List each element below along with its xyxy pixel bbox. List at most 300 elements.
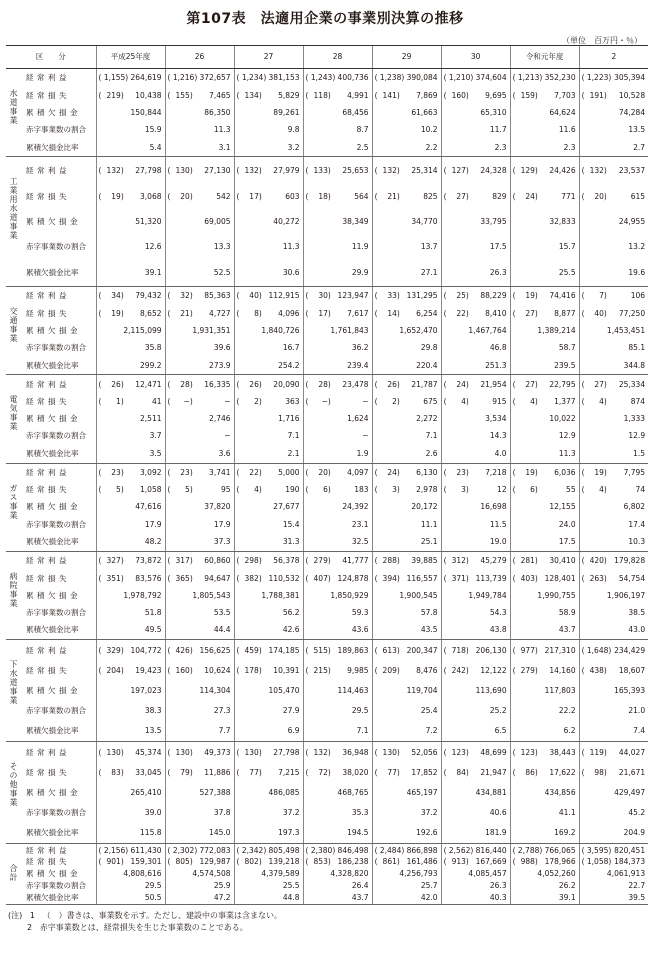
amount-cell: 30,410 — [549, 556, 576, 566]
value-cell: 42.0 — [398, 892, 441, 905]
empty-cell — [303, 357, 329, 375]
value-cell: 19.6 — [605, 260, 648, 287]
value-cell: 25.7 — [420, 880, 438, 890]
amount-cell: 1,377 — [554, 397, 576, 407]
value-cell: 29.5 — [144, 880, 162, 890]
empty-cell — [165, 260, 191, 287]
amount-cell: 24,328 — [480, 165, 507, 175]
amount-cell: 4,991 — [347, 90, 369, 100]
table-row — [6, 621, 648, 639]
empty-cell — [510, 357, 536, 375]
table-row — [6, 445, 648, 463]
amount-cell: 189,863 — [337, 645, 369, 655]
count-value: 4 — [599, 397, 604, 407]
count-value: 2,302 — [172, 845, 195, 855]
row-label: 赤字事業数の割合 — [26, 880, 86, 890]
empty-cell — [579, 209, 605, 234]
count-cell: ( 26) — [96, 375, 122, 393]
empty-cell — [579, 587, 605, 604]
empty-cell — [303, 892, 329, 905]
amount-cell: 16,335 — [204, 379, 231, 389]
value-cell: 1,906,197 — [606, 590, 646, 600]
count-value: 2,380 — [310, 845, 333, 855]
empty-cell — [579, 138, 605, 156]
value-cell: 17.5 — [489, 242, 507, 252]
empty-cell — [165, 783, 191, 803]
value-cell: 1,978,792 — [123, 590, 162, 600]
amount-cell: 19,423 — [135, 665, 162, 675]
empty-cell — [372, 681, 398, 701]
value-cell: 114,463 — [337, 685, 369, 695]
value-cell: 1,624 — [347, 414, 369, 424]
count-cell: ( 718) — [441, 640, 467, 661]
count-value: 130 — [175, 165, 190, 175]
count-value: 191 — [589, 90, 604, 100]
value-cell: 220.4 — [398, 357, 441, 375]
value-cell: 1,990,755 — [537, 590, 576, 600]
count-value: 127 — [451, 165, 466, 175]
value-cell: 25.5 — [536, 260, 579, 287]
empty-cell — [165, 234, 191, 259]
count-value: 298 — [244, 556, 259, 566]
value-cell: 41.1 — [558, 807, 576, 817]
empty-cell — [372, 720, 398, 741]
empty-cell — [234, 428, 260, 445]
count-cell: ( 84) — [441, 763, 467, 783]
amount-cell: 27,798 — [135, 165, 162, 175]
value-cell: 25.4 — [420, 705, 438, 715]
empty-cell — [303, 516, 329, 533]
count-cell: ( 215) — [303, 661, 329, 681]
count-cell: ( 132) — [234, 157, 260, 184]
amount-cell: 4,097 — [347, 467, 369, 477]
count-value: 77 — [387, 768, 397, 778]
row-label: 赤字事業数の割合 — [26, 242, 86, 252]
count-cell: ( 86) — [510, 763, 536, 783]
count-cell: ( 26) — [234, 375, 260, 393]
count-cell: ( 27) — [441, 184, 467, 209]
empty-cell — [441, 701, 467, 721]
empty-cell — [165, 357, 191, 375]
value-cell: 1,840,726 — [261, 326, 300, 336]
empty-cell — [441, 587, 467, 604]
count-value: 317 — [175, 556, 190, 566]
value-cell: 150,844 — [130, 107, 162, 117]
amount-cell: 21,947 — [480, 768, 507, 778]
count-cell: ( 329) — [96, 640, 122, 661]
row-label: 経常利益 — [26, 467, 70, 477]
empty-cell — [234, 209, 260, 234]
count-cell: ( 83) — [96, 763, 122, 783]
empty-cell — [579, 701, 605, 721]
value-cell: 468,765 — [337, 787, 369, 797]
empty-cell — [96, 880, 122, 892]
count-value: 132 — [313, 747, 328, 757]
count-cell: ( 3) — [441, 481, 467, 498]
amount-cell: − — [362, 397, 369, 407]
count-value: 215 — [313, 665, 328, 675]
amount-cell: 39,885 — [411, 556, 438, 566]
empty-cell — [579, 357, 605, 375]
count-cell: ( 394) — [372, 570, 398, 587]
empty-cell — [234, 410, 260, 427]
count-value: 6 — [323, 485, 328, 495]
row-label: 経常損失 — [26, 665, 70, 675]
value-cell: 13.5 — [122, 720, 165, 741]
row-label: 赤字事業数の割合 — [26, 807, 86, 817]
section-name: 病院事業 — [9, 571, 18, 608]
value-cell: 3.5 — [122, 445, 165, 463]
empty-cell — [234, 357, 260, 375]
empty-cell — [579, 516, 605, 533]
count-cell: ( 19) — [510, 463, 536, 481]
value-cell: 1,850,929 — [330, 590, 369, 600]
table-row — [6, 287, 648, 305]
count-value: 22 — [249, 467, 259, 477]
count-value: 19 — [525, 467, 535, 477]
value-cell: 6.9 — [260, 720, 303, 741]
amount-cell: 10,624 — [204, 665, 231, 675]
count-value: 7 — [599, 291, 604, 301]
empty-cell — [303, 209, 329, 234]
count-value: 327 — [106, 556, 121, 566]
value-cell: 26.4 — [351, 880, 369, 890]
count-cell: ( 14) — [372, 305, 398, 322]
count-value: 86 — [525, 768, 535, 778]
amount-cell: 6,130 — [416, 467, 438, 477]
count-cell: ( 327) — [96, 551, 122, 569]
row-label: 累積欠損金 — [26, 414, 81, 424]
count-cell: ( 2) — [372, 393, 398, 410]
value-cell: 69,005 — [204, 216, 231, 226]
count-cell: ( 23) — [96, 463, 122, 481]
count-cell: ( 242) — [441, 661, 467, 681]
value-cell: 194.5 — [329, 823, 372, 844]
amount-cell: 184,373 — [614, 857, 646, 867]
empty-cell — [372, 428, 398, 445]
value-cell: 31.3 — [260, 533, 303, 551]
count-value: 459 — [244, 645, 259, 655]
value-cell: 3.1 — [191, 138, 234, 156]
empty-cell — [441, 892, 467, 905]
empty-cell — [303, 339, 329, 356]
empty-cell — [441, 209, 467, 234]
empty-cell — [303, 104, 329, 121]
count-value: 403 — [520, 573, 535, 583]
empty-cell — [234, 720, 260, 741]
table-row — [6, 640, 648, 661]
amount-cell: 79,432 — [135, 291, 162, 301]
amount-cell: 829 — [492, 191, 507, 201]
value-cell: 38.3 — [144, 705, 162, 715]
amount-cell: 12,122 — [480, 665, 507, 675]
count-cell: ( 26) — [372, 375, 398, 393]
count-value: 365 — [175, 573, 190, 583]
year-header: 29 — [372, 46, 441, 69]
value-cell: 26.3 — [489, 880, 507, 890]
count-cell: ( 1,243) — [303, 69, 329, 87]
amount-cell: 8,410 — [485, 308, 507, 318]
count-value: 312 — [451, 556, 466, 566]
row-label: 累積欠損金比率 — [20, 720, 96, 741]
value-cell: 21.0 — [628, 705, 646, 715]
value-cell: 39.1 — [536, 892, 579, 905]
empty-cell — [372, 104, 398, 121]
table-row — [6, 587, 648, 604]
empty-cell — [579, 121, 605, 138]
count-cell: ( 2,342) — [234, 844, 260, 857]
section-name: 水道事業 — [9, 89, 18, 125]
empty-cell — [303, 720, 329, 741]
count-value: 155 — [175, 90, 190, 100]
empty-cell — [510, 783, 536, 803]
count-cell: ( 263) — [579, 570, 605, 587]
table-row — [6, 868, 648, 880]
amount-cell: 374,604 — [475, 73, 507, 83]
value-cell: 26.3 — [467, 260, 510, 287]
year-header: 28 — [303, 46, 372, 69]
empty-cell — [372, 234, 398, 259]
section-name: 合計 — [9, 864, 18, 883]
count-value: 72 — [318, 768, 328, 778]
empty-cell — [165, 445, 191, 463]
empty-cell — [234, 868, 260, 880]
table-row — [6, 393, 648, 410]
empty-cell — [579, 868, 605, 880]
empty-cell — [303, 803, 329, 823]
table-row — [6, 533, 648, 551]
count-cell: ( 134) — [234, 87, 260, 104]
amount-cell: 124,878 — [337, 573, 369, 583]
count-cell: ( 77) — [372, 763, 398, 783]
row-label: 累積欠損金比率 — [20, 357, 96, 375]
empty-cell — [303, 322, 329, 339]
count-value: 2,484 — [379, 845, 402, 855]
empty-cell — [579, 803, 605, 823]
table-row — [6, 69, 648, 87]
table-row — [6, 463, 648, 481]
count-cell: ( 371) — [441, 570, 467, 587]
amount-cell: 41 — [151, 397, 162, 407]
value-cell: 13.3 — [213, 242, 231, 252]
count-cell: ( 3,595) — [579, 844, 605, 857]
count-cell: ( 27) — [510, 375, 536, 393]
count-value: 5 — [116, 485, 121, 495]
count-value: 160 — [175, 665, 190, 675]
count-value: 178 — [244, 665, 259, 675]
count-cell: ( 853) — [303, 856, 329, 868]
value-cell: 2.6 — [398, 445, 441, 463]
empty-cell — [510, 892, 536, 905]
value-cell: 4,256,793 — [399, 869, 438, 879]
table-row — [6, 260, 648, 287]
amount-cell: 174,185 — [268, 645, 300, 655]
count-value: 19 — [525, 291, 535, 301]
empty-cell — [510, 104, 536, 121]
count-cell: ( 21) — [372, 184, 398, 209]
value-cell: 1,467,764 — [468, 326, 507, 336]
count-cell: ( 382) — [234, 570, 260, 587]
count-value: 26 — [249, 379, 259, 389]
table-row — [6, 570, 648, 587]
count-value: 79 — [180, 768, 190, 778]
count-cell: ( 27) — [510, 305, 536, 322]
count-value: 1,058 — [586, 857, 609, 867]
empty-cell — [165, 121, 191, 138]
value-cell: − — [362, 431, 369, 441]
amount-cell: 21,954 — [480, 379, 507, 389]
count-value: 263 — [589, 573, 604, 583]
amount-cell: 27,798 — [273, 747, 300, 757]
count-value: 2,788 — [517, 845, 540, 855]
row-label: 累積欠損金比率 — [20, 823, 96, 844]
row-label: 赤字事業数の割合 — [26, 519, 86, 529]
empty-cell — [165, 339, 191, 356]
amount-cell: 106 — [630, 291, 646, 301]
count-value: 2,156 — [103, 845, 126, 855]
year-header: 平成25年度 — [96, 46, 165, 69]
amount-cell: 73,872 — [135, 556, 162, 566]
count-cell: ( 19) — [96, 305, 122, 322]
value-cell: 114,304 — [199, 685, 231, 695]
footnote-text: 赤字事業数とは、経常損失を生じた事業数のことである。 — [39, 922, 248, 932]
table-row — [6, 763, 648, 783]
row-label: 経常損失 — [26, 768, 70, 778]
value-cell: 38.5 — [628, 607, 646, 617]
empty-cell — [372, 499, 398, 516]
count-value: 988 — [520, 857, 535, 867]
count-cell: ( 4) — [579, 481, 605, 498]
count-value: 21 — [387, 191, 397, 201]
value-cell: 1,788,381 — [261, 590, 300, 600]
value-cell: 37.3 — [191, 533, 234, 551]
count-value: 27 — [594, 379, 604, 389]
table-row — [6, 339, 648, 356]
empty-cell — [579, 621, 605, 639]
page-title: 第107表 法適用企業の事業別決算の推移 — [186, 11, 464, 27]
empty-cell — [372, 322, 398, 339]
count-cell: ( 901) — [96, 856, 122, 868]
count-cell: ( 1,213) — [510, 69, 536, 87]
empty-cell — [372, 587, 398, 604]
empty-cell — [96, 533, 122, 551]
row-label: 経常損失 — [26, 485, 70, 495]
count-value: 1,210 — [448, 73, 471, 83]
amount-cell: 3,092 — [140, 467, 162, 477]
empty-cell — [165, 868, 191, 880]
count-cell: ( 7) — [579, 287, 605, 305]
empty-cell — [441, 604, 467, 621]
count-cell: ( 130) — [372, 742, 398, 763]
empty-cell — [372, 445, 398, 463]
value-cell: 16.7 — [282, 343, 300, 353]
value-cell: 43.6 — [329, 621, 372, 639]
count-cell: ( 312) — [441, 551, 467, 569]
empty-cell — [234, 499, 260, 516]
footnote-1 — [8, 910, 282, 922]
count-cell: ( 23) — [441, 463, 467, 481]
empty-cell — [441, 357, 467, 375]
empty-cell — [579, 410, 605, 427]
value-cell: 27.9 — [282, 705, 300, 715]
row-label: 累積欠損金 — [26, 787, 81, 797]
footnote-number: 2 — [27, 922, 33, 932]
amount-cell: 400,736 — [337, 73, 369, 83]
count-value: 613 — [382, 645, 397, 655]
value-cell: 40.6 — [489, 807, 507, 817]
value-cell: 1,389,214 — [537, 326, 576, 336]
table-row — [6, 375, 648, 393]
value-cell: 13.7 — [420, 242, 438, 252]
amount-cell: 542 — [216, 191, 231, 201]
row-label: 累積欠損金 — [26, 869, 81, 879]
value-cell: 27.3 — [213, 705, 231, 715]
value-cell: 27.1 — [398, 260, 441, 287]
count-value: 133 — [313, 165, 328, 175]
row-label: 経常利益 — [26, 379, 70, 389]
count-cell: ( 127) — [441, 157, 467, 184]
amount-cell: 363 — [285, 397, 300, 407]
count-cell: ( 24) — [510, 184, 536, 209]
value-cell: 3.6 — [191, 445, 234, 463]
amount-cell: 23,478 — [342, 379, 369, 389]
empty-cell — [441, 104, 467, 121]
value-cell: 11.9 — [351, 242, 369, 252]
value-cell: 2,746 — [209, 414, 231, 424]
count-cell: ( 34) — [96, 287, 122, 305]
count-cell: ( 19) — [579, 463, 605, 481]
empty-cell — [441, 681, 467, 701]
year-header: 2 — [579, 46, 648, 69]
table-row — [6, 305, 648, 322]
empty-cell — [234, 892, 260, 905]
amount-cell: 7,465 — [209, 90, 231, 100]
empty-cell — [165, 516, 191, 533]
amount-cell: 772,083 — [199, 845, 231, 855]
empty-cell — [303, 587, 329, 604]
amount-cell: 200,347 — [406, 645, 438, 655]
count-cell: ( 123) — [441, 742, 467, 763]
value-cell: 37.2 — [420, 807, 438, 817]
row-label: 累積欠損金 — [26, 590, 81, 600]
value-cell: 7.7 — [191, 720, 234, 741]
count-cell: ( 1,238) — [372, 69, 398, 87]
empty-cell — [165, 604, 191, 621]
row-label: 累積欠損金 — [26, 326, 81, 336]
table-row — [6, 783, 648, 803]
amount-cell: 33,045 — [135, 768, 162, 778]
amount-cell: 805,498 — [268, 845, 300, 855]
count-cell: ( 515) — [303, 640, 329, 661]
count-cell: ( 4) — [510, 393, 536, 410]
value-cell: 22.2 — [558, 705, 576, 715]
empty-cell — [234, 121, 260, 138]
empty-cell — [441, 339, 467, 356]
value-cell: 43.7 — [536, 621, 579, 639]
empty-cell — [96, 868, 122, 880]
empty-cell — [579, 604, 605, 621]
count-cell: ( 23) — [165, 463, 191, 481]
value-cell: 8.7 — [356, 125, 369, 134]
amount-cell: 874 — [630, 397, 646, 407]
count-cell: ( 130) — [165, 157, 191, 184]
empty-cell — [96, 104, 122, 121]
value-cell: 192.6 — [398, 823, 441, 844]
value-cell: 527,388 — [199, 787, 231, 797]
amount-cell: 10,528 — [618, 90, 646, 100]
empty-cell — [234, 803, 260, 823]
empty-cell — [579, 322, 605, 339]
